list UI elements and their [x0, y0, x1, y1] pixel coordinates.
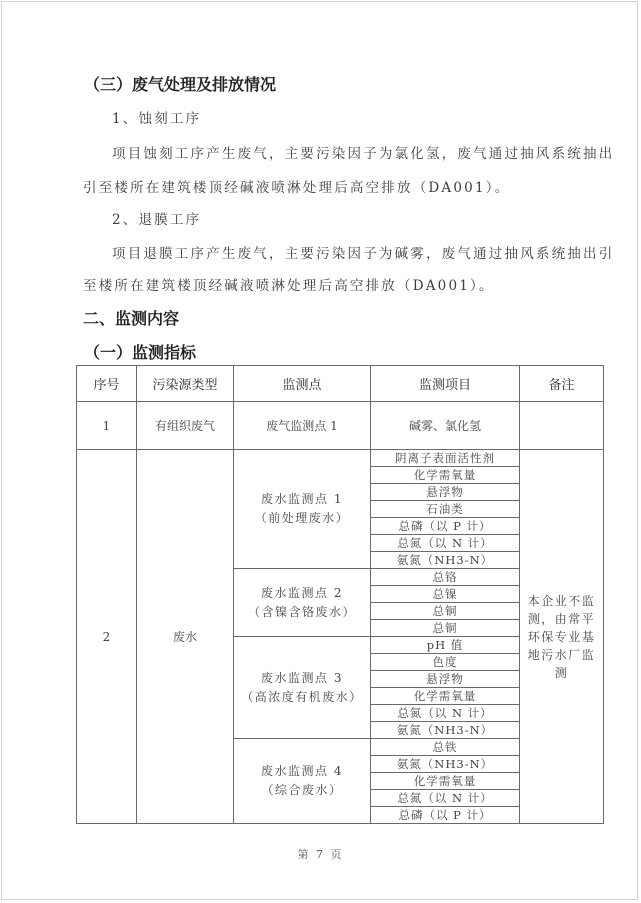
cell-monitoring-item: 悬浮物	[371, 484, 520, 501]
paragraph-stripping-line1: 项目退膜工序产生废气，主要污染因子为碱雾，废气通过抽风系统抽出引	[112, 246, 615, 262]
cell-monitoring-point	[234, 450, 371, 569]
header-source-type: 污染源类型	[137, 366, 234, 402]
point-name: 废水监测点 1	[261, 492, 343, 506]
cell-monitoring-item: 化学需氧量	[371, 688, 520, 705]
cell-monitoring-item: 化学需氧量	[371, 773, 520, 790]
paragraph-stripping-line2: 至楼所在建筑楼顶经碱液喷淋处理后高空排放（DA001）。	[83, 278, 495, 294]
header-monitoring-point: 监测点	[234, 366, 371, 402]
cell-monitoring-item: 总铜	[371, 603, 520, 620]
cell-monitoring-item: 总氮（以 N 计）	[371, 705, 520, 722]
cell-monitoring-item: 总铁	[371, 739, 520, 756]
cell-monitoring-point: 废气监测点 1	[234, 402, 371, 450]
cell-monitoring-item: pH 值	[371, 637, 520, 654]
cell-monitoring-item: 氨氮（NH3-N）	[371, 756, 520, 773]
paragraph-etching-line1: 项目蚀刻工序产生废气，主要污染因子为氯化氢，废气通过抽风系统抽出	[112, 146, 615, 162]
cell-source-type: 有组织废气	[137, 402, 234, 450]
cell-monitoring-item: 总铜	[371, 620, 520, 637]
subheading-film-stripping: 2、退膜工序	[112, 212, 202, 228]
point-desc: （含镍含铬废水）	[247, 604, 356, 619]
cell-monitoring-item: 碱雾、氯化氢	[371, 402, 520, 450]
cell-remark	[520, 450, 604, 824]
cell-monitoring-item: 总氮（以 N 计）	[371, 535, 520, 552]
cell-monitoring-item: 悬浮物	[371, 671, 520, 688]
point-desc: （高浓度有机废水）	[241, 689, 363, 704]
point-desc: （综合废水）	[261, 783, 343, 797]
subheading-monitoring-indicators: （一）监测指标	[84, 343, 197, 362]
cell-remark	[520, 402, 604, 450]
header-remark: 备注	[520, 366, 604, 402]
paragraph-etching-line2: 引至楼所在建筑楼顶经碱液喷淋处理后高空排放（DA001）。	[83, 180, 511, 196]
cell-monitoring-item: 石油类	[371, 501, 520, 518]
table-row	[77, 402, 604, 450]
cell-monitoring-point	[234, 569, 371, 637]
cell-source-type: 废水	[137, 450, 234, 824]
cell-monitoring-item: 色度	[371, 654, 520, 671]
cell-monitoring-item: 氨氮（NH3-N）	[371, 722, 520, 739]
table-row	[77, 450, 604, 467]
monitoring-table	[76, 365, 604, 824]
table-header-row	[77, 366, 604, 402]
cell-monitoring-item: 总磷（以 P 计）	[371, 518, 520, 535]
cell-monitoring-item: 化学需氧量	[371, 467, 520, 484]
cell-monitoring-item: 阴离子表面活性剂	[371, 450, 520, 467]
cell-monitoring-point	[234, 739, 371, 824]
point-name: 废水监测点 4	[261, 764, 343, 778]
cell-no: 2	[77, 450, 137, 824]
cell-no: 1	[77, 402, 137, 450]
point-name: 废水监测点 3	[261, 670, 343, 685]
cell-monitoring-point	[234, 637, 371, 739]
cell-monitoring-item: 总镍	[371, 586, 520, 603]
cell-monitoring-item: 总磷（以 P 计）	[371, 807, 520, 824]
page-number: 第 7 页	[297, 848, 344, 861]
section-heading-monitoring: 二、监测内容	[83, 309, 180, 328]
section-heading-exhaust: （三）废气处理及排放情况	[84, 75, 277, 94]
cell-monitoring-item: 总铬	[371, 569, 520, 586]
cell-monitoring-item: 氨氮（NH3-N）	[371, 552, 520, 569]
point-desc: （前处理废水）	[254, 511, 350, 525]
subheading-etching: 1、蚀刻工序	[112, 111, 202, 127]
cell-monitoring-item: 总氮（以 N 计）	[371, 790, 520, 807]
point-name: 废水监测点 2	[261, 585, 343, 600]
header-monitoring-item: 监测项目	[371, 366, 520, 402]
remark-text: 本企业不监测，由常平环保专业基地污水厂监测	[527, 593, 596, 680]
header-no: 序号	[77, 366, 137, 402]
